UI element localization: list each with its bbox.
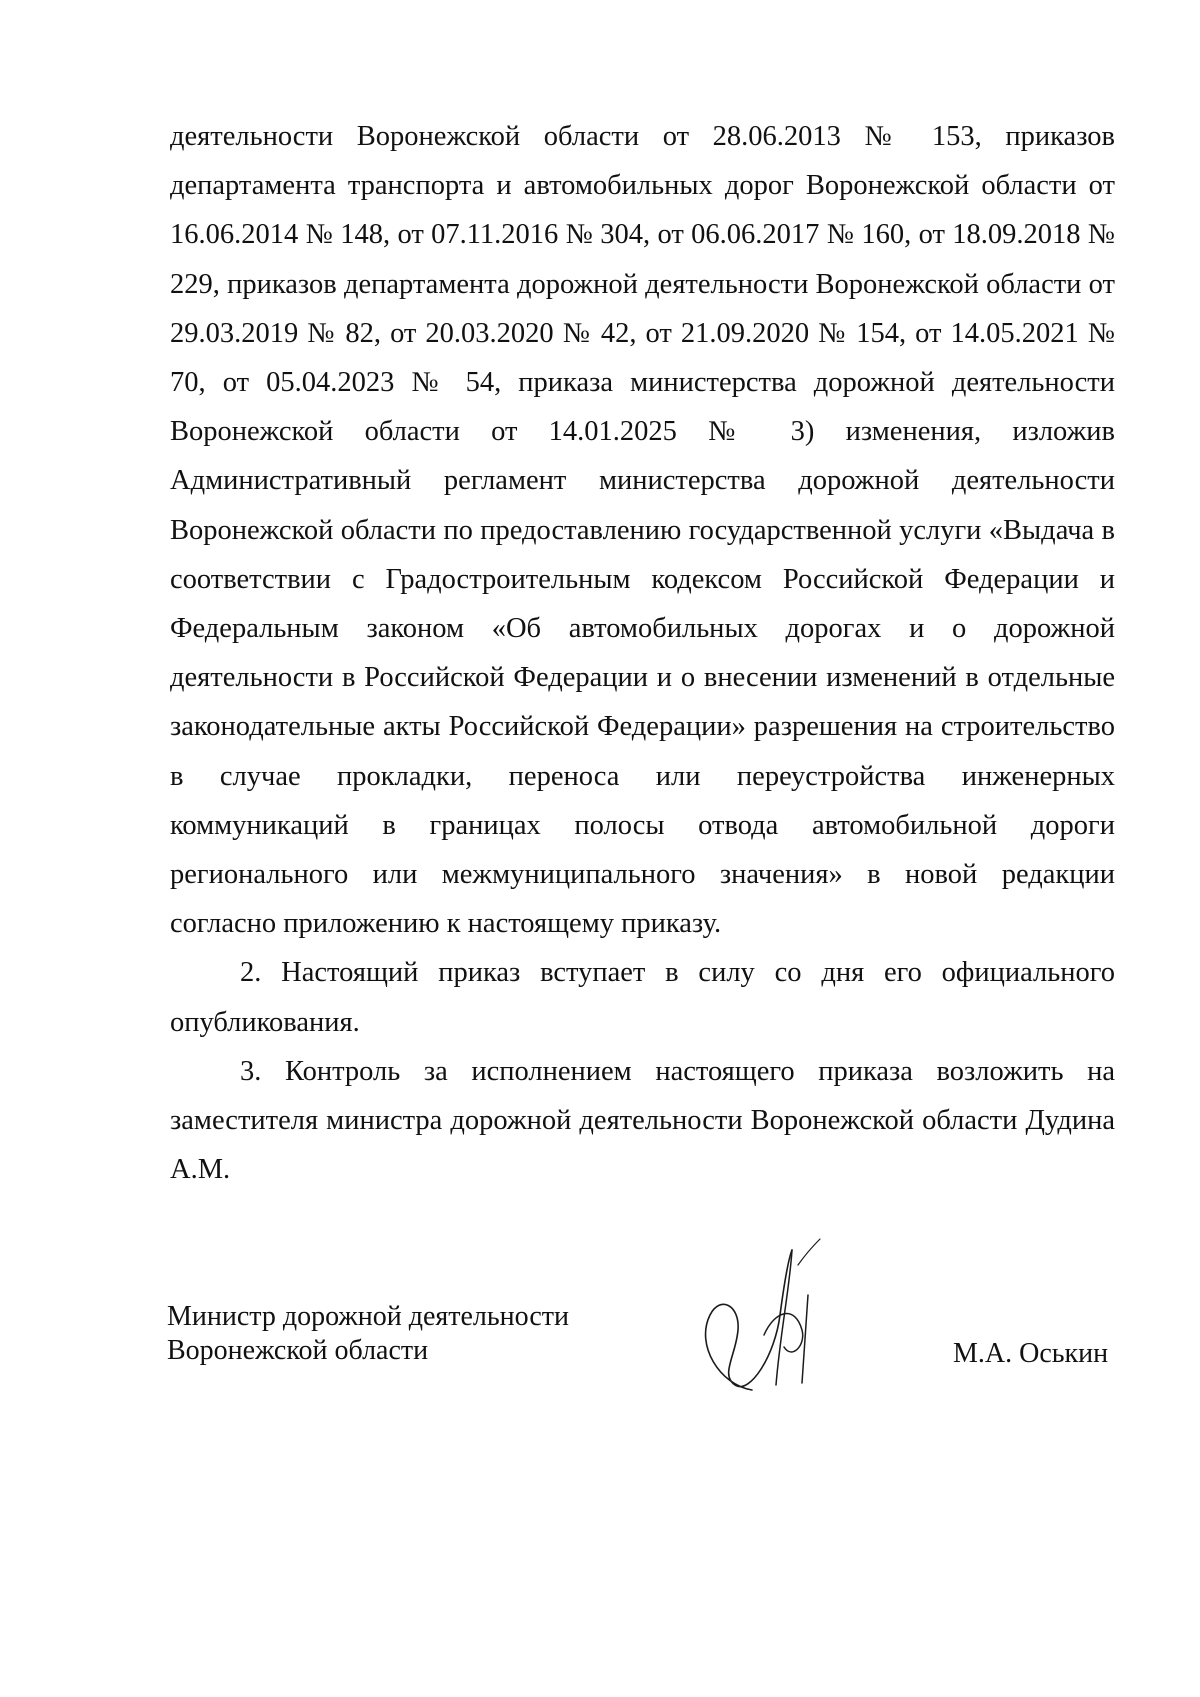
signer-name: М.А. Оськин xyxy=(953,1338,1109,1369)
signer-position-line-1: Министр дорожной деятельности xyxy=(167,1301,570,1332)
paragraph-continuation: деятельности Воронежской области от 28.06.2013 № 153, приказов департамента транспорта и автомобильных дорог Воронежской области от 16.06.2014 № 148, от 07.11.2016 № 304, от 06.06.2017 № 160, от 18.09.2018 № 229, приказов департамента дорожной деятельности Воронежской области от 29.03.2019 № 82, от 20.03.2020 № 42, от 21.09.2020 № 154, от 14.05.2021 № 70, от 05.04.2023 № 54, приказа министерства дорожной деятельности Воронежской области от 14.01.2025 № 3) изменения, изложив Административный регламент министерства дорожной деятельности Воронежской области по предоставлению государственной услуги «Выдача в соответствии с Градостроительным кодексом Российской Федерации и Федеральным законом «Об автомобильных дорогах и о дорожной деятельности в Российской Федерации и о внесении изменений в отдельные законодательные акты Российской Федерации» разрешения на строительство в случае прокладки, переноса или переустройства инженерных коммуникаций в границах полосы отвода автомобильной дороги регионального или межмуниципального значения» в новой редакции согласно приложению к настоящему приказу. xyxy=(170,121,1115,940)
paragraph-effective-date: 2. Настоящий приказ вступает в силу со дня его официального опубликования. xyxy=(170,957,1115,1038)
paragraph-control: 3. Контроль за исполнением настоящего приказа возложить на заместителя министра дорожной деятельности Воронежской области Дудина А.М. xyxy=(170,1055,1115,1186)
handwritten-signature xyxy=(680,1235,850,1415)
document-body xyxy=(170,112,1115,1194)
signer-position xyxy=(167,1300,569,1368)
signer-position-line-2: Воронежской области xyxy=(167,1335,429,1366)
